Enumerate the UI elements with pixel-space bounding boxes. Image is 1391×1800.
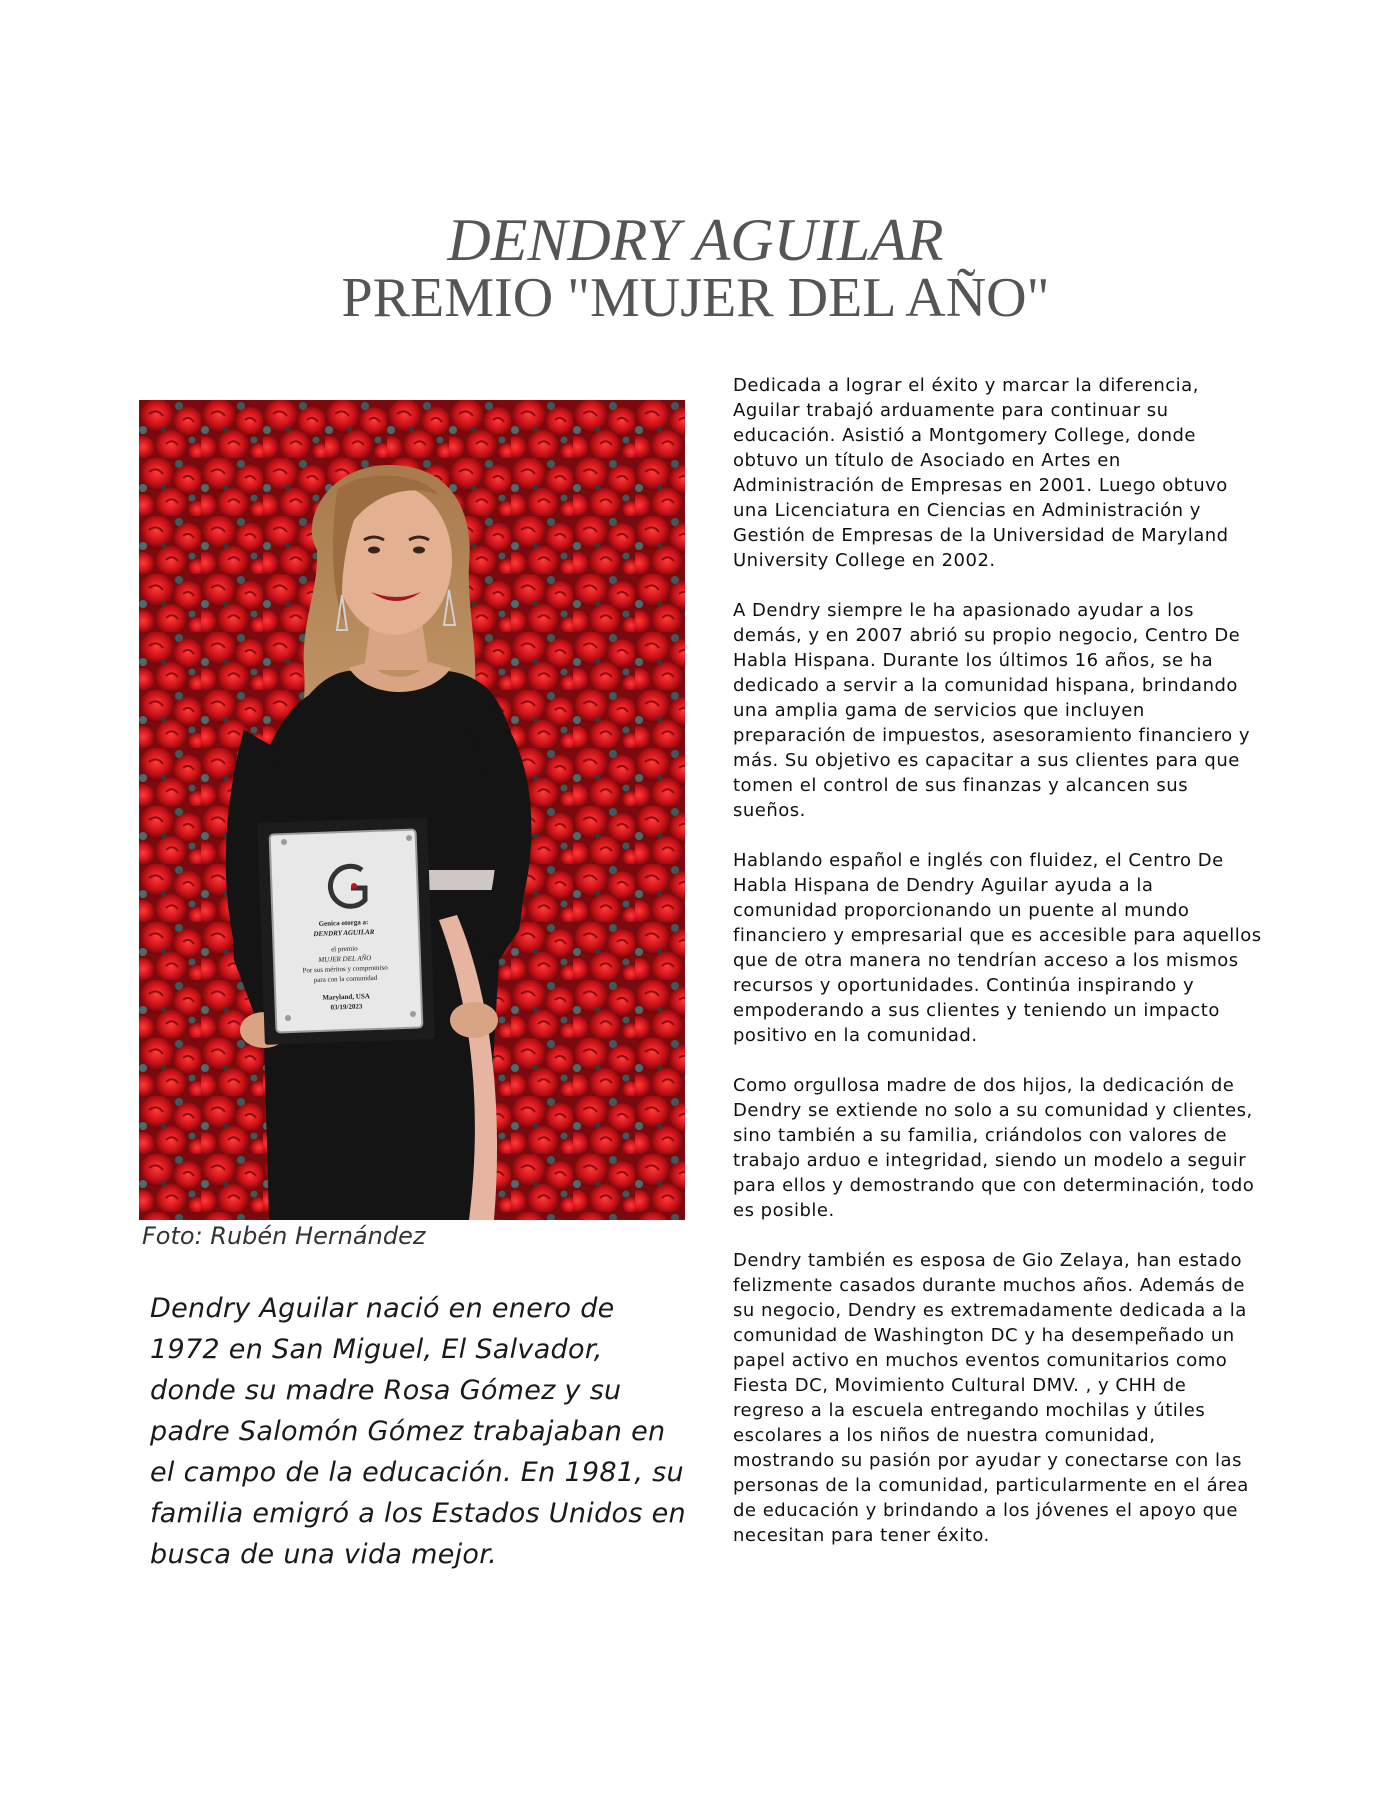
plaque-line: MUJER DEL AÑO: [318, 954, 372, 964]
page-header: [0, 207, 1391, 329]
article-paragraph: Dendry también es esposa de Gio Zelaya, han estado felizmente casados durante muchos años. Además de su negocio, Dendry es extremadamente dedicada a la comunidad de Washington DC y ha desempeñado un papel activo en muchos eventos comunitarios como Fiesta DC, Movimiento Cultural DMV. , y CHH de regreso a la escuela entregando mochilas y útiles escolares a los niños de nuestra comunidad, mostrando su pasión por ayudar y conectarse con las personas de la comunidad, particularmente en el área de educación y brindando a los jóvenes el apoyo que necesitan para tener éxito.: [733, 1250, 1249, 1546]
plaque-line: 03/19/2023: [330, 1002, 363, 1012]
portrait-photo: [139, 400, 685, 1220]
plaque-line: Genica otorga a:: [318, 918, 369, 928]
article-paragraph: Dedicada a lograr el éxito y marcar la diferencia, Aguilar trabajó arduamente para continuar su educación. Asistió a Montgomery College, donde obtuvo un título de Asociado en Artes en Administración de Empresas en 2001. Luego obtuvo una Licenciatura en Ciencias en Administración y Gestión de Empresas de la Universidad de Maryland University College en 2002.: [733, 375, 1229, 571]
plaque-line: Maryland, USA: [322, 992, 370, 1002]
article-paragraph: Hablando español e inglés con fluidez, el Centro De Habla Hispana de Dendry Aguilar ayuda a la comunidad proporcionando un puente al mundo financiero y empresarial que es accesible para aquellos que de otra manera no tendrían acceso a los mismos recursos y oportunidades. Continúa inspirando y empoderando a sus clientes y teniendo un impacto positivo en la comunidad.: [733, 850, 1262, 1046]
portrait-illustration: [139, 400, 685, 1220]
page-title-award: PREMIO "MUJER DEL AÑO": [341, 267, 1050, 329]
intro-bio: Dendry Aguilar nació en enero de 1972 en San Miguel, El Salvador, donde su madre Rosa Gómez y su padre Salomón Gómez trabajaban en el campo de la educación. En 1981, su familia emigró a los Estados Unidos en busca de una vida mejor.: [150, 1293, 686, 1570]
plaque-text: [281, 916, 408, 1014]
plaque-line: el premio: [330, 944, 358, 954]
article-body: [733, 373, 1263, 1573]
photo-caption: Foto: Rubén Hernández: [142, 1222, 426, 1250]
page-title-name: DENDRY AGUILAR: [447, 207, 944, 273]
plaque-line: para con la comunidad: [313, 973, 378, 985]
article-paragraph: Como orgullosa madre de dos hijos, la dedicación de Dendry se extiende no solo a su comunidad y clientes, sino también a su familia, criándolos con valores de trabajo arduo e integridad, siendo un modelo a seguir para ellos y demostrando que con determinación, todo es posible.: [733, 1075, 1255, 1221]
article-paragraph: A Dendry siempre le ha apasionado ayudar a los demás, y en 2007 abrió su propio negocio, Centro De Habla Hispana. Durante los últimos 16 años, se ha dedicado a servir a la comunidad hispana, brindando una amplia gama de servicios que incluyen preparación de impuestos, asesoramiento financiero y más. Su objetivo es capacitar a sus clientes para que tomen el control de sus finanzas y alcancen sus sueños.: [733, 600, 1251, 821]
plaque-line: DENDRY AGUILAR: [313, 927, 375, 939]
plaque-line: Por sus méritos y compromiso: [302, 963, 388, 975]
